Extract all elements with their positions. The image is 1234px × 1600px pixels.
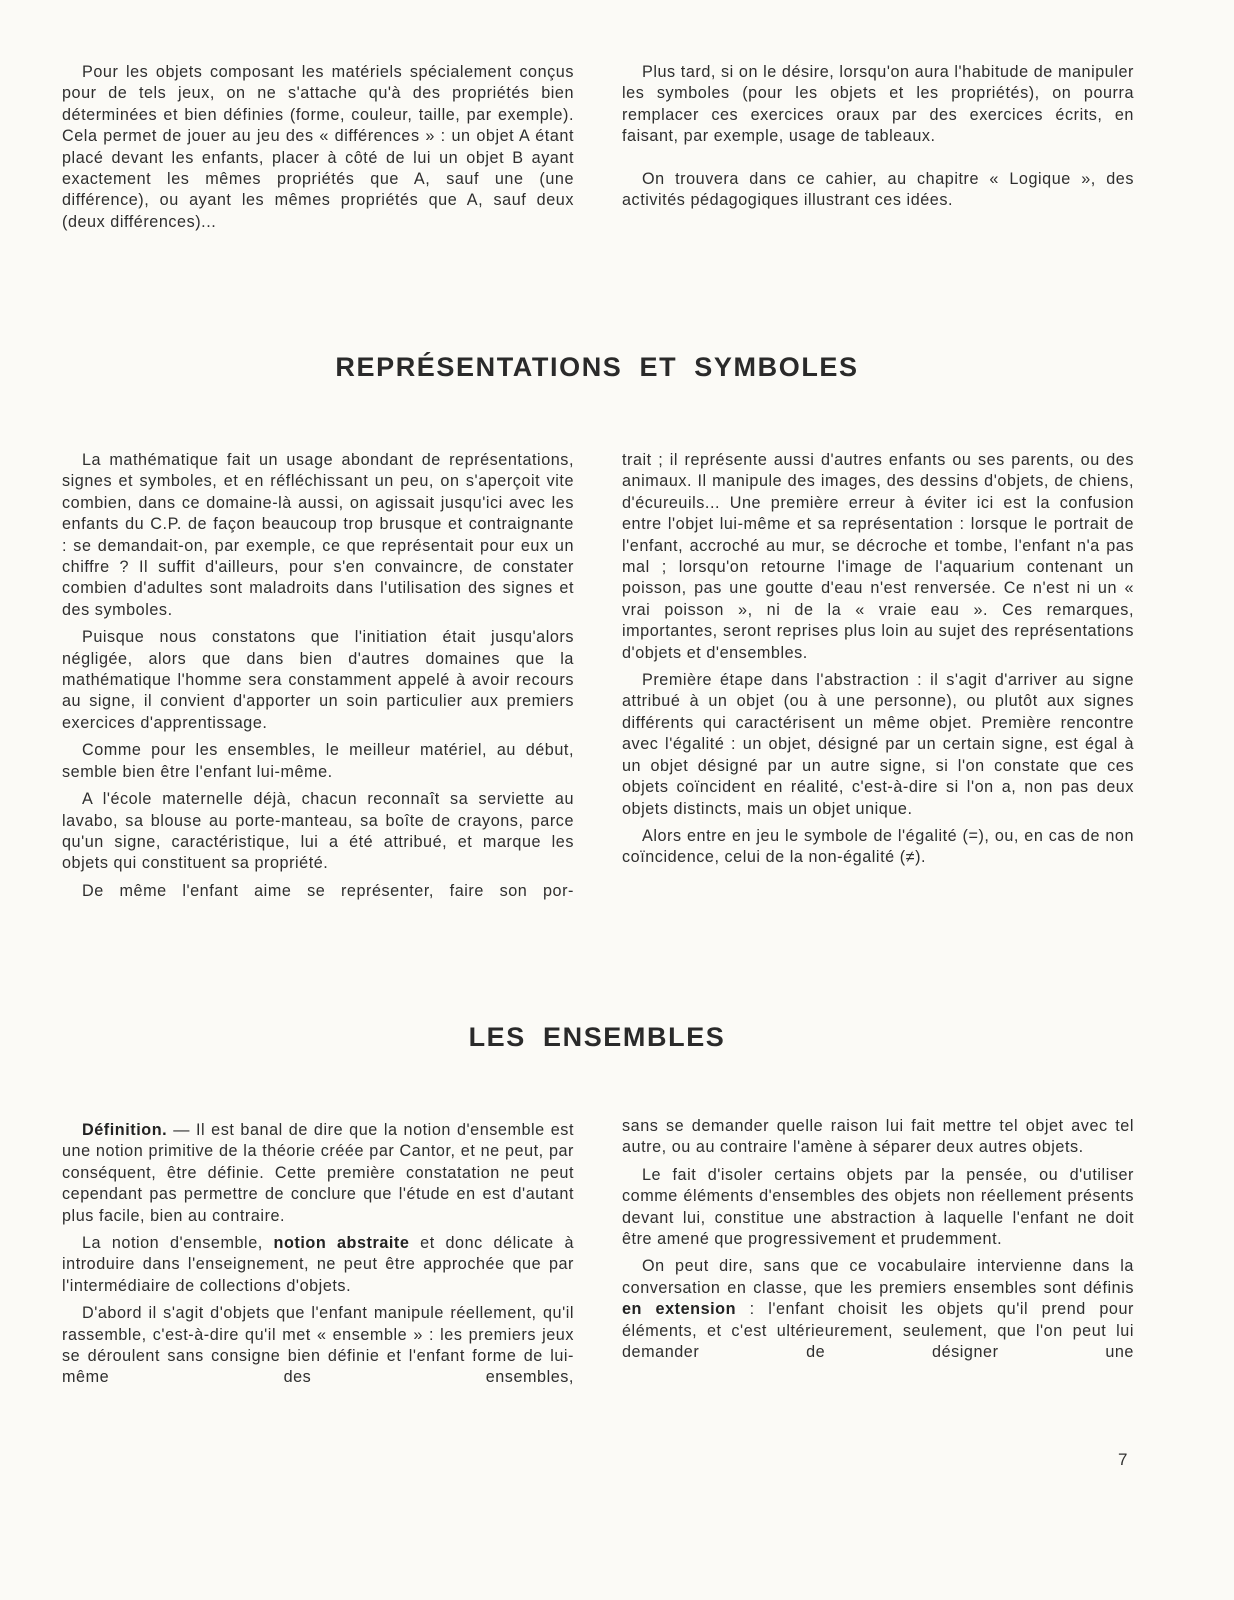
paragraph bbox=[62, 1233, 574, 1297]
bold-term: en extension bbox=[622, 1300, 737, 1319]
paragraph: On trouvera dans ce cahier, au chapitre « Logique », des activités pédagogiques illustrant ces idées. bbox=[622, 169, 1134, 210]
text: : l'enfant choisit les objets qu'il prend pour éléments, et c'est ultérieurement, seulement, que l'on peut lui demander de désigner une bbox=[622, 1300, 1134, 1362]
paragraph bbox=[62, 1120, 574, 1227]
section-heading-representations: REPRÉSENTATIONS ET SYMBOLES bbox=[335, 352, 859, 382]
paragraph: Puisque nous constatons que l'initiation était jusqu'alors négligée, alors que dans bien d'autres domaines que la mathématique l'homme sera constamment appelé à avoir recours au signe, il convient d'apporter un soin particulier aux premiers exercices d'apprentissage. bbox=[62, 628, 574, 732]
text: On peut dire, sans que ce vocabulaire intervienne dans la conversation en classe, que les premiers ensembles sont définis bbox=[622, 1257, 1134, 1297]
paragraph: Pour les objets composant les matériels spécialement conçus pour de tels jeux, on ne s'attache qu'à des propriétés bien déterminées et bien définies (forme, couleur, taille, par exemple). Cela permet de jouer au jeu des « différences » : un objet A étant placé devant les enfants, placer à côté de lui un objet B ayant exactement les mêmes propriétés que A, sauf une (une différence), ou ayant les mêmes propriétés que A, sauf deux (deux différences)... bbox=[62, 63, 574, 231]
representations-right-column bbox=[622, 450, 1134, 875]
section-heading-ensembles: LES ENSEMBLES bbox=[468, 1022, 726, 1052]
paragraph: Première étape dans l'abstraction : il s'agit d'arriver au signe attribué à un objet (ou à une personne), ou plutôt aux signes différents qui caractérisent un même objet. Première rencontre avec l'égalité : un objet, désigné par un certain signe, est égal à un objet désigné par un autre signe, si l'on constate que ces objets coïncident en réalité, c'est-à-dire si l'on a, non pas deux objets distincts, mais un objet unique. bbox=[622, 671, 1134, 818]
paragraph: De même l'enfant aime se représenter, faire son por- bbox=[82, 881, 574, 900]
paragraph: La mathématique fait un usage abondant de représentations, signes et symboles, et en réfléchissant un peu, on s'aperçoit vite combien, dans ce domaine-là aussi, on agissait jusqu'ici avec les enfants du C.P. de façon beaucoup trop brusque et contraignante : se demandait-on, par exemple, ce que représentait pour eux un chiffre ? Il suffit d'ailleurs, pour s'en convaincre, de constater combien d'adultes sont maladroits dans l'utilisation des signes et des symboles. bbox=[62, 451, 574, 619]
paragraph: Alors entre en jeu le symbole de l'égalité (=), ou, en cas de non coïncidence, celui de la non-égalité (≠). bbox=[622, 826, 1134, 867]
ensembles-left-column bbox=[62, 1120, 574, 1395]
paragraph: Plus tard, si on le désire, lorsqu'on aura l'habitude de manipuler les symboles (pour les objets et les propriétés), on pourra remplacer ces exercices oraux par des exercices écrits, en faisant, par exemple, usage de tableaux. bbox=[622, 63, 1134, 146]
paragraph: D'abord il s'agit d'objets que l'enfant manipule réellement, qu'il rassemble, c'est-à-dire qu'il met « ensemble » : les premiers jeux se déroulent sans consigne bien définie et l'enfant forme de lui-même des ensembles, bbox=[62, 1304, 574, 1387]
page-number: 7 bbox=[1118, 1450, 1128, 1469]
text: — Il est banal de dire que la notion d'ensemble est une notion primitive de la théorie créée par Cantor, et ne peut, par conséquent, être définie. Cette première constatation ne peut cependant pas permettre de conclure que l'étude en est d'autant plus facile, bien au contraire. bbox=[62, 1121, 574, 1225]
paragraph bbox=[622, 1256, 1134, 1363]
text: La notion d'ensemble, bbox=[82, 1234, 274, 1253]
bold-term: notion abstraite bbox=[273, 1234, 410, 1253]
bold-term: Définition. bbox=[82, 1121, 168, 1139]
text: et donc délicate à introduire dans l'enseignement, ne peut être approchée que par l'intermédiaire de collections d'objets. bbox=[62, 1234, 575, 1295]
intro-right-column bbox=[622, 62, 1134, 217]
intro-left-column bbox=[62, 62, 574, 239]
paragraph: Le fait d'isoler certains objets par la pensée, ou d'utiliser comme éléments d'ensembles des objets non réellement présents devant lui, constitue une abstraction à laquelle l'enfant ne doit être amené que progressivement et prudemment. bbox=[622, 1165, 1134, 1249]
paragraph: A l'école maternelle déjà, chacun reconnaît sa serviette au lavabo, sa blouse au porte-manteau, sa boîte de crayons, parce qu'un signe, caractéristique, lui a été attribué, et marque les objets qui constituent sa propriété. bbox=[62, 790, 574, 873]
paragraph: trait ; il représente aussi d'autres enfants ou ses parents, ou des animaux. Il manipule des images, des dessins d'objets, de chiens, d'écureuils... Une première erreur à éviter ici est la confusion entre l'objet lui-même et sa représentation : lorsque le portrait de l'enfant, accroché au mur, se décroche et tombe, l'enfant n'a pas mal ; lorsqu'on retourne l'image de l'aquarium contenant un poisson, pas une goutte d'eau n'est renversée. Ce n'est ni un « vrai poisson », ni de la « vraie eau ». Ces remarques, importantes, seront reprises plus loin au sujet des représentations d'objets et d'ensembles. bbox=[622, 451, 1134, 662]
representations-left-column bbox=[62, 450, 574, 908]
paragraph: sans se demander quelle raison lui fait mettre tel objet avec tel autre, ou au contraire l'amène à séparer deux autres objets. bbox=[622, 1117, 1134, 1157]
ensembles-right-column bbox=[622, 1116, 1134, 1369]
paragraph: Comme pour les ensembles, le meilleur matériel, au début, semble bien être l'enfant lui-même. bbox=[62, 741, 574, 781]
